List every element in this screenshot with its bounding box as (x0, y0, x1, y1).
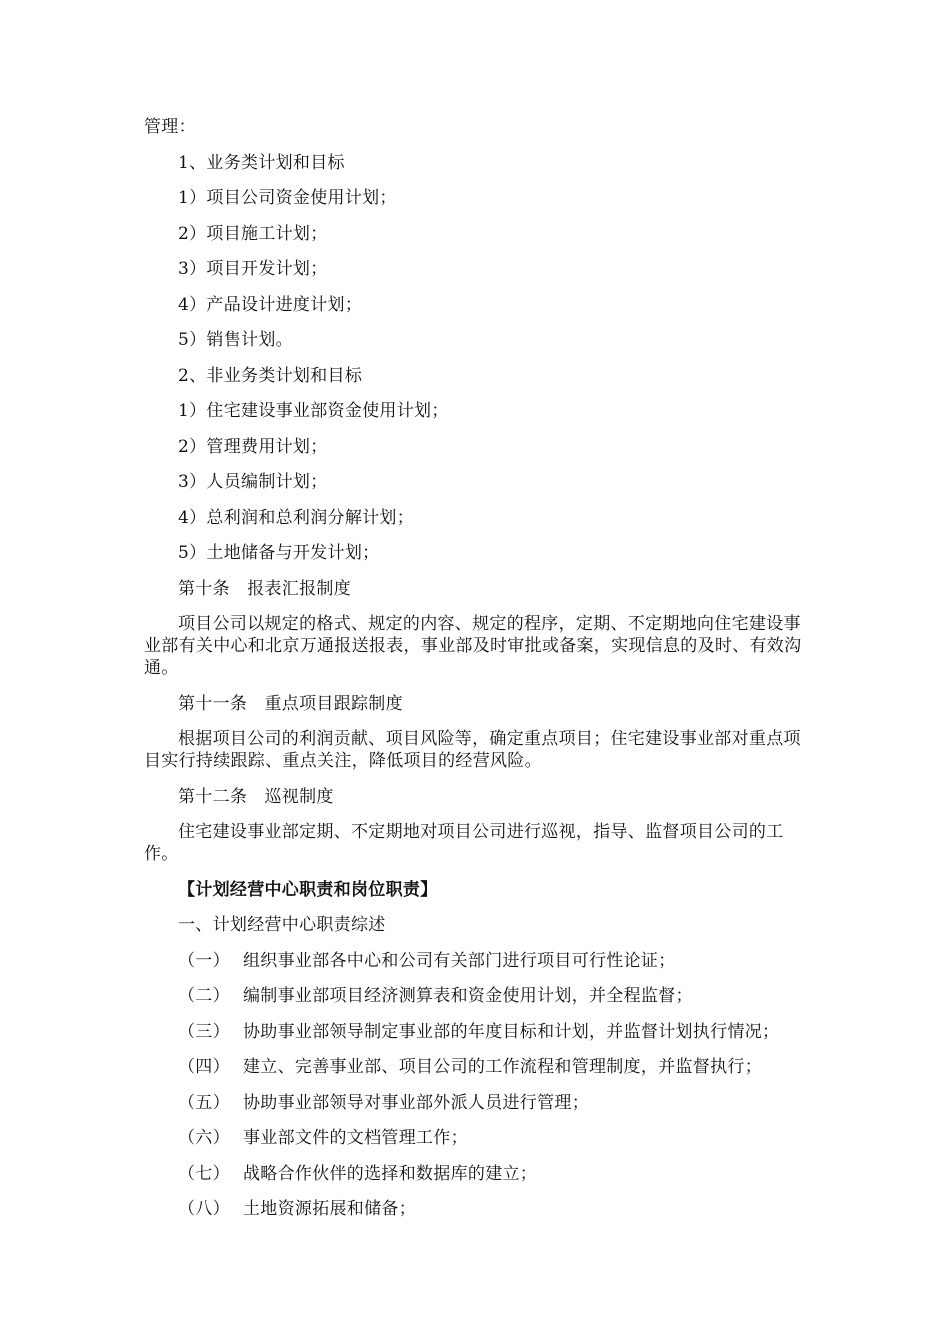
article-heading-11: 第十一条 重点项目跟踪制度 (178, 693, 403, 714)
list-item: 3）人员编制计划； (178, 472, 328, 492)
plan-category-business: 1、业务类计划和目标 (178, 152, 345, 173)
duty-text: 协助事业部领导制定事业部的年度目标和计划，并监督计划执行情况； (243, 1021, 780, 1042)
duty-number: （一） (178, 950, 230, 971)
plan-category-non-business: 2、非业务类计划和目标 (178, 365, 363, 386)
article-heading-12: 第十二条 巡视制度 (178, 786, 334, 807)
section-heading: 【计划经营中心职责和岗位职责】 (178, 879, 438, 900)
list-item: 1）住宅建设事业部资金使用计划； (178, 401, 449, 421)
duty-item (144, 985, 808, 1007)
article-body-10: 项目公司以规定的格式、规定的内容、规定的程序，定期、不定期地向住宅建设事业部有关中心和北京万通报送报表，事业部及时审批或备案，实现信息的及时、有效沟通。 (144, 614, 802, 678)
duty-text: 战略合作伙伴的选择和数据库的建立； (243, 1163, 538, 1184)
duty-number: （七） (178, 1163, 230, 1184)
list-item: 2）管理费用计划； (178, 436, 328, 457)
duty-text: 协助事业部领导对事业部外派人员进行管理； (243, 1092, 589, 1113)
duty-item (144, 1127, 808, 1149)
article-body-11: 根据项目公司的利润贡献、项目风险等，确定重点项目；住宅建设事业部对重点项目实行持续跟踪、重点关注，降低项目的经营风险。 (144, 729, 801, 771)
article-heading-10: 第十条 报表汇报制度 (178, 578, 351, 599)
list-item: 3）项目开发计划； (178, 259, 328, 279)
article-body-12: 住宅建设事业部定期、不定期地对项目公司进行巡视，指导、监督项目公司的工作。 (144, 822, 784, 864)
duty-item (144, 1056, 808, 1078)
duty-item (144, 1021, 808, 1043)
duty-text: 事业部文件的文档管理工作； (243, 1128, 468, 1148)
duty-text: 土地资源拓展和储备； (243, 1199, 416, 1219)
duty-number: （八） (178, 1199, 230, 1219)
paragraph-continuation: 管理： (144, 117, 196, 137)
list-item: 1）项目公司资金使用计划； (178, 188, 397, 208)
duty-text: 编制事业部项目经济测算表和资金使用计划，并全程监督； (243, 986, 693, 1006)
duty-text: 建立、完善事业部、项目公司的工作流程和管理制度，并监督执行； (243, 1057, 762, 1077)
duty-number: （六） (178, 1128, 230, 1148)
list-item: 4）产品设计进度计划； (178, 294, 363, 315)
duty-number: （三） (178, 1021, 230, 1042)
duty-item (144, 1198, 808, 1220)
duty-number: （二） (178, 986, 230, 1006)
list-item: 5）销售计划。 (178, 330, 293, 350)
duty-item (144, 1092, 808, 1114)
subheading: 一、计划经营中心职责综述 (178, 915, 386, 935)
duty-text: 组织事业部各中心和公司有关部门进行项目可行性论证； (243, 950, 676, 971)
list-item: 4）总利润和总利润分解计划； (178, 507, 415, 528)
duty-item (144, 1163, 808, 1185)
duty-number: （五） (178, 1092, 230, 1113)
duty-item (144, 950, 808, 972)
document-body (144, 116, 808, 1234)
list-item: 2）项目施工计划； (178, 223, 328, 244)
list-item: 5）土地储备与开发计划； (178, 543, 380, 563)
duty-number: （四） (178, 1057, 230, 1077)
